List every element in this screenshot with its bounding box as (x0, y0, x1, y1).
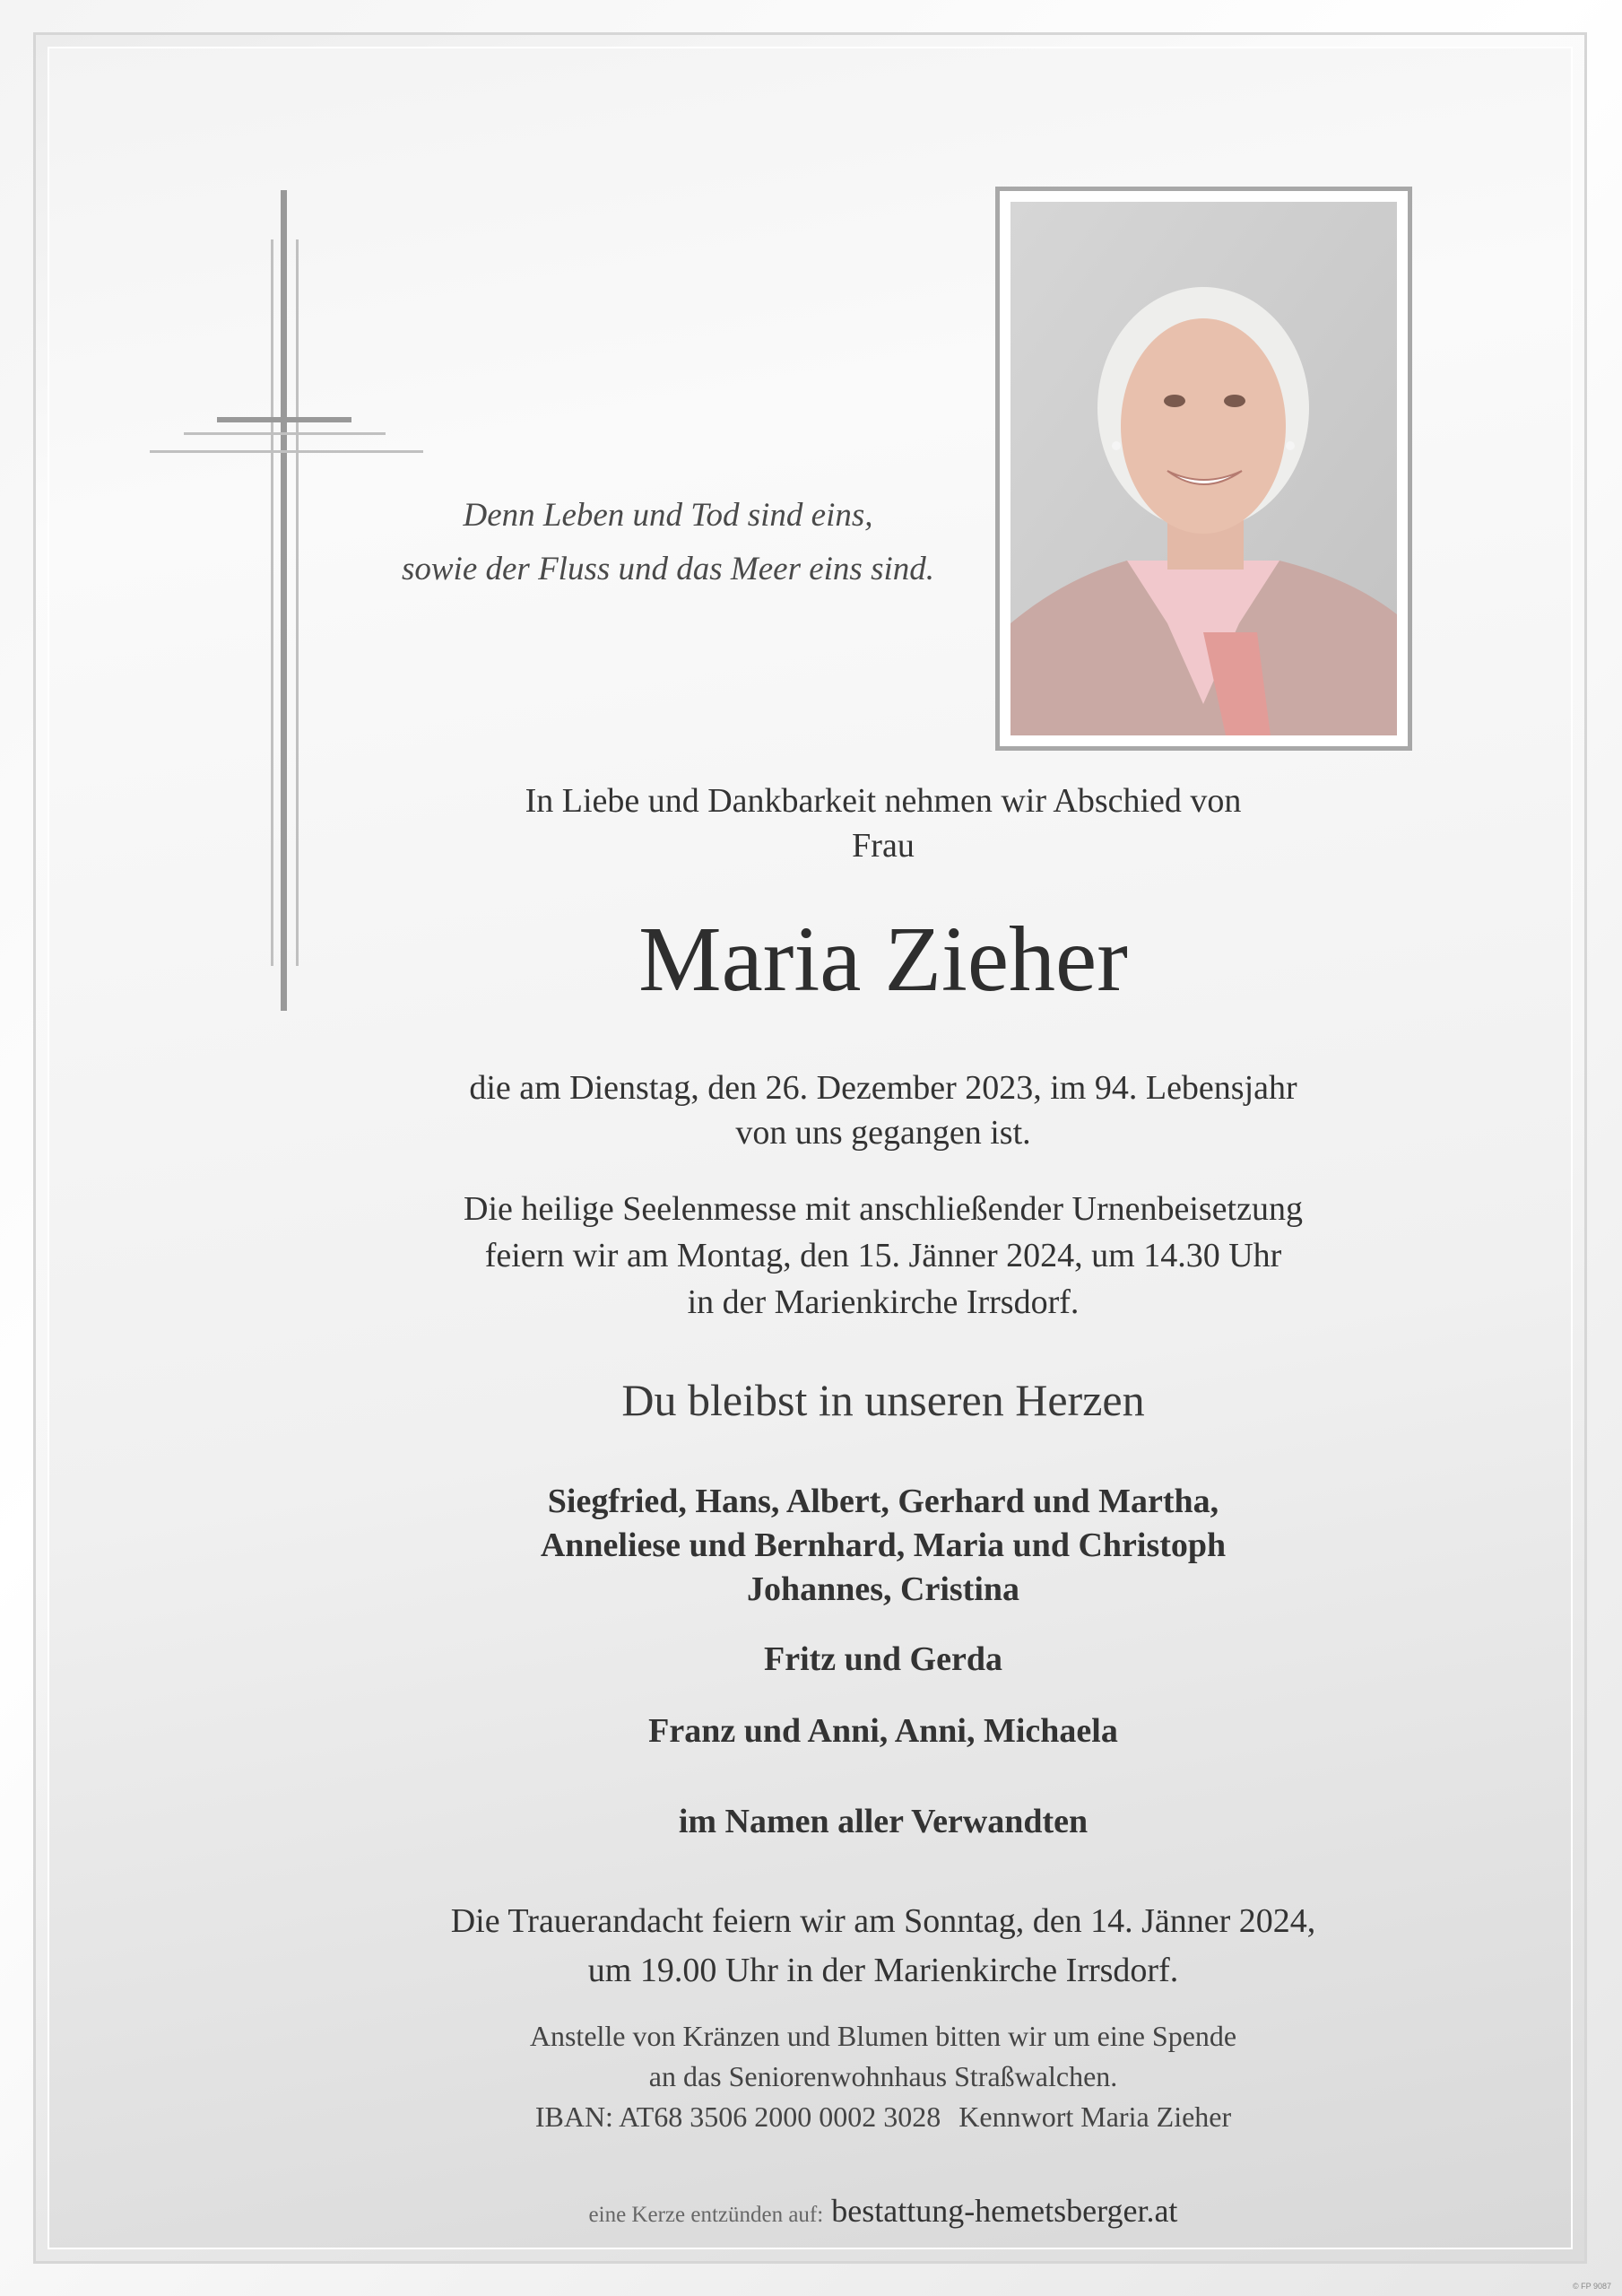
iban: IBAN: AT68 3506 2000 0002 3028 (534, 2100, 941, 2133)
family-line-3: Johannes, Cristina (746, 1570, 1020, 1608)
farewell-intro (269, 778, 1497, 868)
family-line-1: Siegfried, Hans, Albert, Gerhard und Martha, (547, 1483, 1219, 1520)
portrait-photo (1010, 202, 1397, 735)
cross-icon (143, 184, 430, 1018)
candle-line (269, 2188, 1497, 2238)
wake-line-1: Die Trauerandacht feiern wir am Sonntag, den 14. Jänner 2024, (450, 1902, 1316, 1940)
motto: Du bleibst in unseren Herzen (621, 1375, 1145, 1425)
deceased-name: Maria Zieher (638, 908, 1128, 1011)
mass-line-3: in der Marienkirche Irrsdorf. (687, 1283, 1080, 1321)
intro-line-1: In Liebe und Dankbarkeit nehmen wir Abschied von (525, 782, 1242, 820)
family-line-4: Fritz und Gerda (764, 1640, 1002, 1678)
death-notice (269, 1065, 1497, 1155)
portrait-frame (995, 187, 1412, 751)
family-line-2: Anneliese und Bernhard, Maria und Christoph (540, 1526, 1227, 1564)
mass-line-2: feiern wir am Montag, den 15. Jänner 2024, um 14.30 Uhr (484, 1237, 1282, 1274)
mass-line-1: Die heilige Seelenmesse mit anschließender Urnenbeisetzung (464, 1190, 1303, 1228)
donation-request (269, 2016, 1497, 2137)
website-link[interactable]: bestattung-hemetsberger.at (831, 2193, 1178, 2229)
intro-line-2: Frau (852, 827, 915, 865)
wake-announcement (269, 1897, 1497, 1996)
copyright-mark: © FP 9087 (1573, 2282, 1611, 2291)
mass-announcement (269, 1186, 1497, 1326)
wake-line-2: um 19.00 Uhr in der Marienkirche Irrsdorf. (587, 1952, 1179, 1989)
death-notice-line-1: die am Dienstag, den 26. Dezember 2023, im 94. Lebensjahr (469, 1069, 1297, 1107)
donation-bank-line (269, 2097, 1497, 2137)
family-names (269, 1480, 1497, 1612)
candle-prefix: eine Kerze entzünden auf: (588, 2203, 824, 2227)
family-line-5: Franz und Anni, Anni, Michaela (648, 1712, 1118, 1750)
donation-line-2: an das Seniorenwohnhaus Straßwalchen. (648, 2060, 1118, 2092)
donation-line-1: Anstelle von Kränzen und Blumen bitten wir um eine Spende (529, 2020, 1237, 2052)
donation-keyword: Kennwort Maria Zieher (958, 2100, 1232, 2133)
relatives-note: im Namen aller Verwandten (678, 1803, 1089, 1840)
quote-line-2: sowie der Fluss und das Meer eins sind. (401, 551, 935, 587)
death-notice-line-2: von uns gegangen ist. (735, 1114, 1031, 1152)
quote-line-1: Denn Leben und Tod sind eins, (463, 497, 873, 534)
quote (350, 489, 986, 596)
